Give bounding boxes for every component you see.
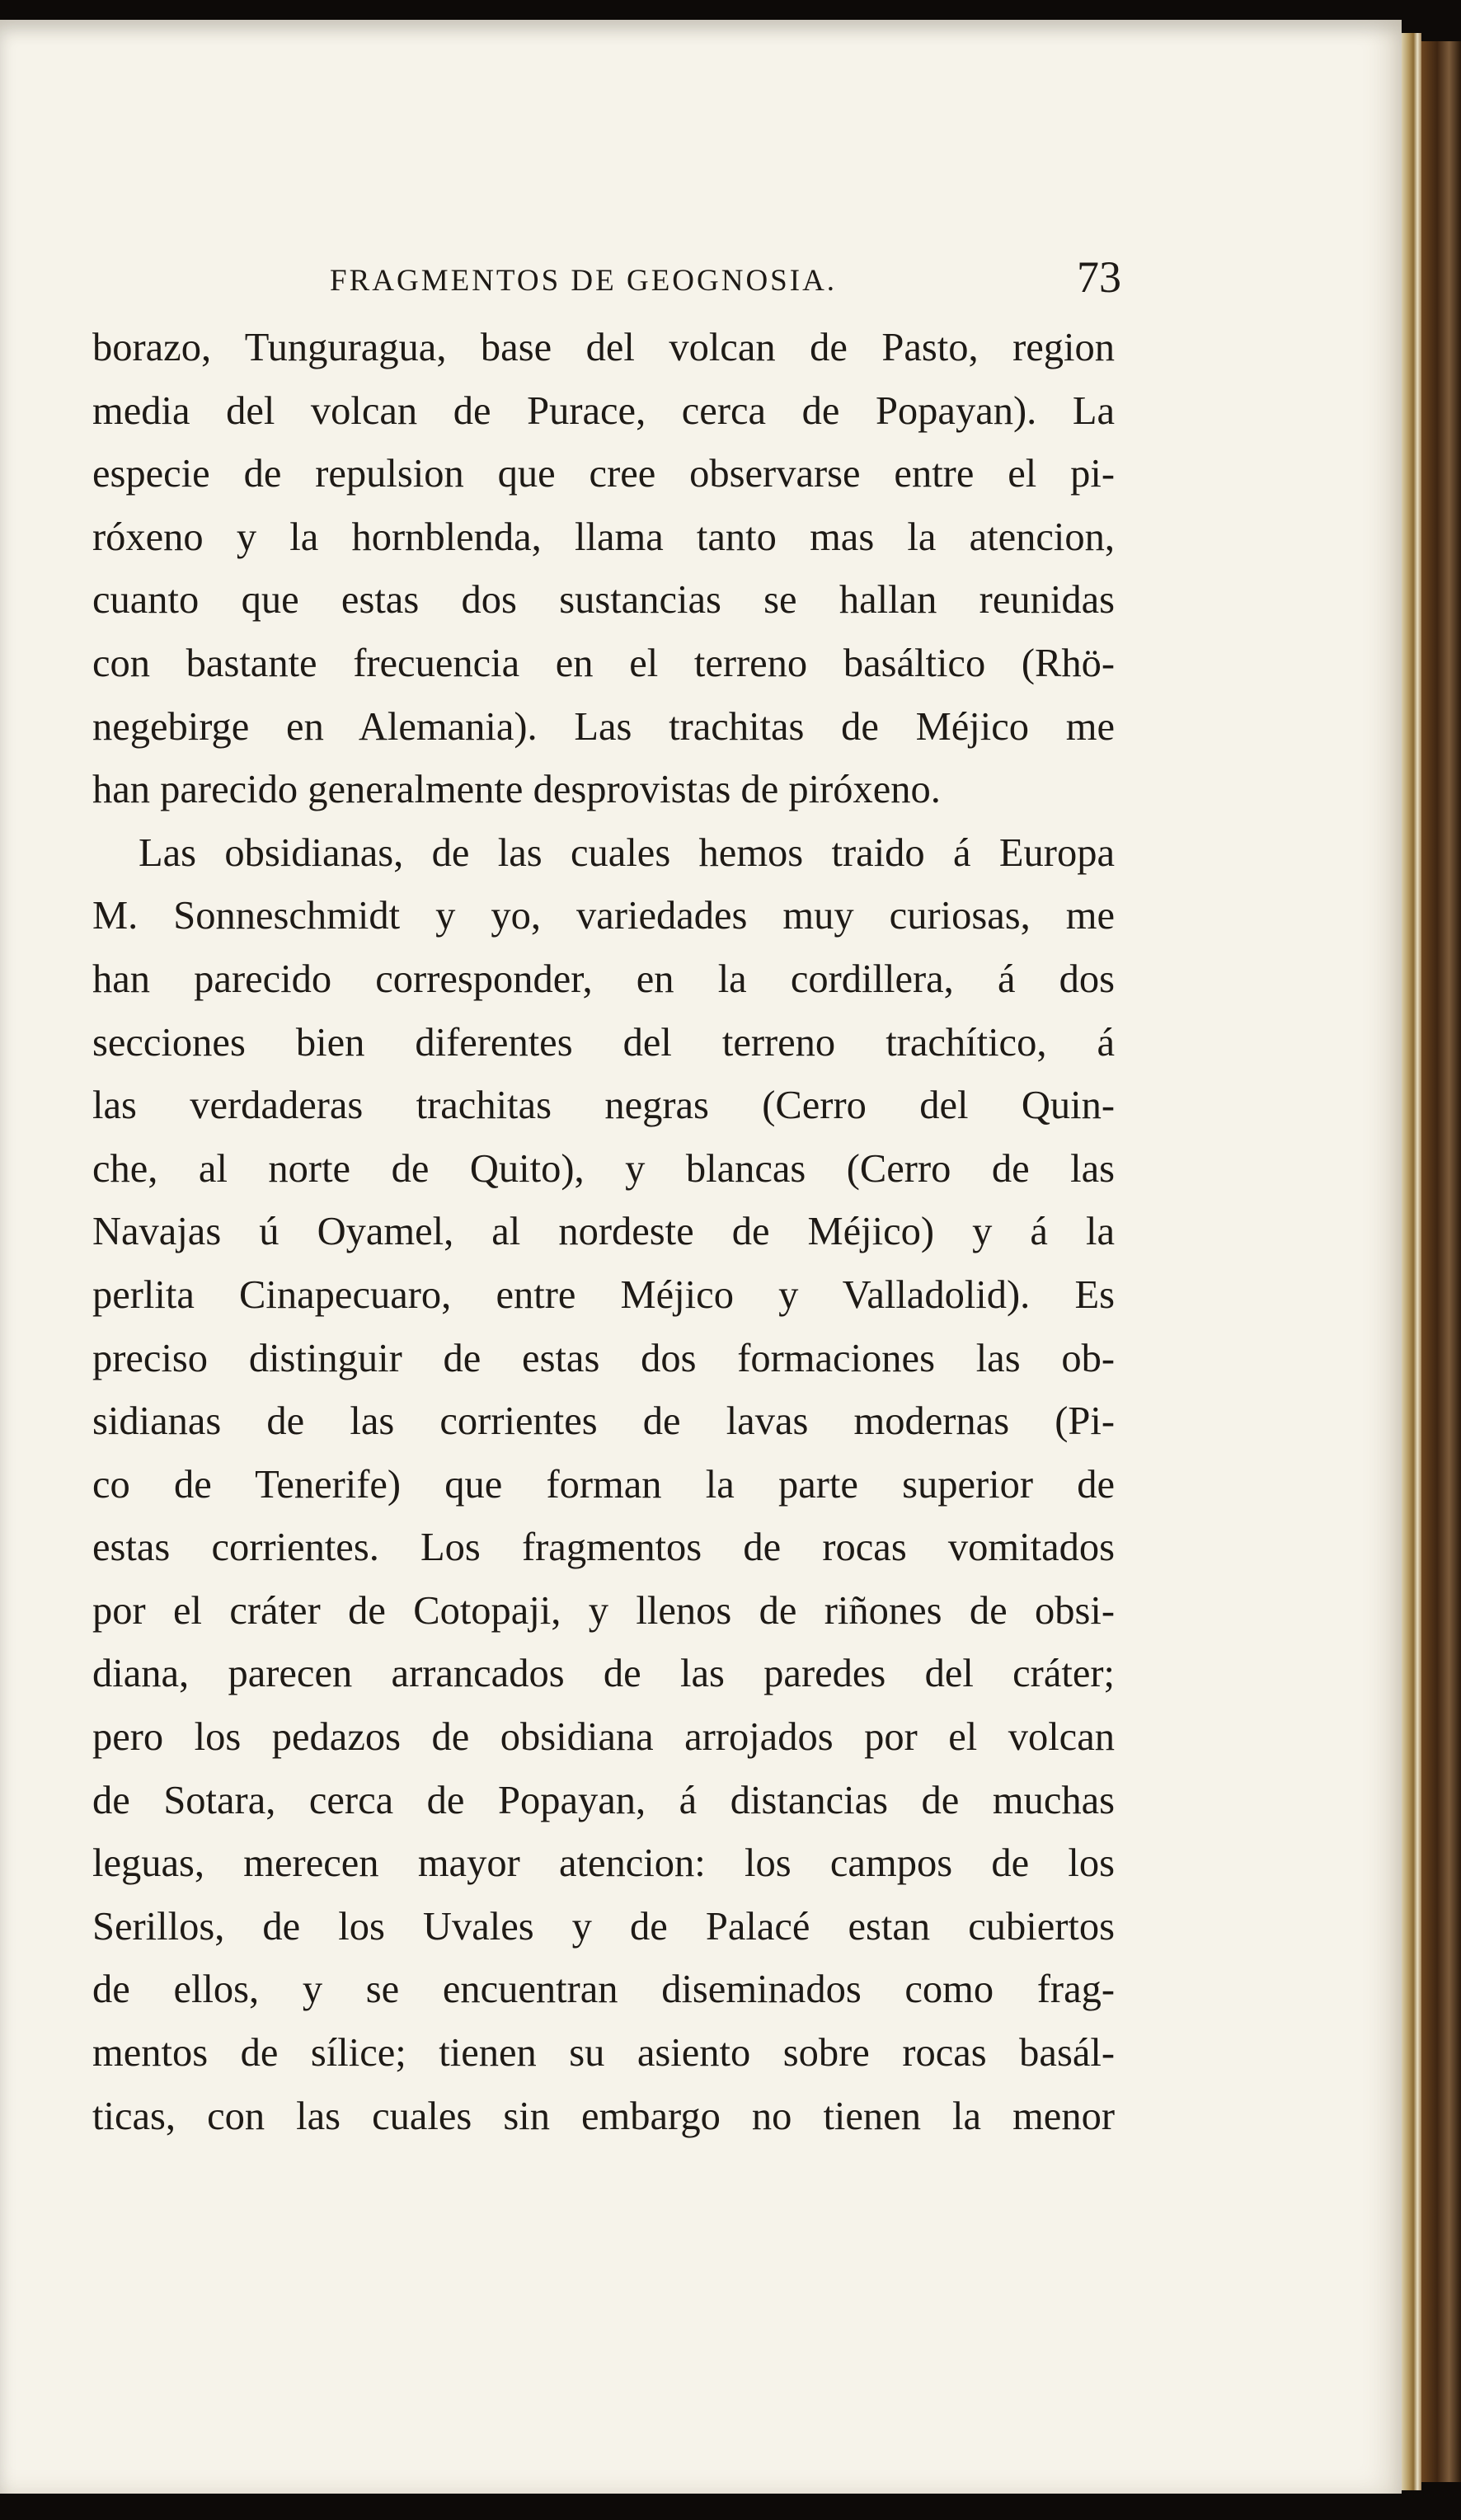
text-line: han parecido corresponder, en la cordillera, á dos xyxy=(92,957,1115,1001)
text-line: han parecido generalmente desprovistas de piróxeno. xyxy=(92,768,941,812)
text-line: de Sotara, cerca de Popayan, á distancias de muchas xyxy=(92,1778,1115,1822)
text-line: diana, parecen arrancados de las paredes del cráter; xyxy=(92,1652,1115,1696)
running-header xyxy=(330,252,1121,317)
page-edge xyxy=(1402,33,1421,2490)
text-line: secciones bien diferentes del terreno trachítico, á xyxy=(92,1020,1115,1065)
text-line: che, al norte de Quito), y blancas (Cerro de las xyxy=(92,1146,1115,1191)
text-line: Serillos, de los Uvales y de Palacé estan cubiertos xyxy=(92,1904,1115,1949)
book-spine xyxy=(1421,41,1461,2482)
text-line: especie de repulsion que cree observarse entre el pi- xyxy=(92,452,1115,496)
text-line: róxeno y la hornblenda, llama tanto mas la atencion, xyxy=(92,515,1115,559)
text-line: sidianas de las corrientes de lavas modernas (Pi- xyxy=(92,1399,1115,1444)
text-line: cuanto que estas dos sustancias se hallan reunidas xyxy=(92,578,1115,623)
text-line: de ellos, y se encuentran diseminados como frag- xyxy=(92,1968,1115,2012)
text-line: negebirge en Alemania). Las trachitas de Méjico me xyxy=(92,704,1115,749)
text-line: con bastante frecuencia en el terreno basáltico (Rhö- xyxy=(92,641,1115,685)
text-line: pero los pedazos de obsidiana arrojados por el volcan xyxy=(92,1715,1115,1760)
text-line-indented: Las obsidianas, de las cuales hemos traido á Europa xyxy=(139,830,1115,875)
page-number: 73 xyxy=(1077,252,1121,302)
body-text xyxy=(92,317,1115,2148)
text-line: mentos de sílice; tienen su asiento sobre rocas basál- xyxy=(92,2031,1115,2076)
text-line: preciso distinguir de estas dos formaciones las ob- xyxy=(92,1336,1115,1380)
text-line: ticas, con las cuales sin embargo no tienen la menor xyxy=(92,2094,1115,2138)
text-line: co de Tenerife) que forman la parte superior de xyxy=(92,1462,1115,1507)
text-line: perlita Cinapecuaro, entre Méjico y Valladolid). Es xyxy=(92,1272,1115,1317)
text-line: estas corrientes. Los fragmentos de rocas vomitados xyxy=(92,1526,1115,1570)
text-line: M. Sonneschmidt y yo, variedades muy curiosas, me xyxy=(92,894,1115,938)
text-line: media del volcan de Purace, cerca de Popayan). La xyxy=(92,388,1115,433)
text-line: borazo, Tunguragua, base del volcan de Pasto, region xyxy=(92,326,1115,369)
text-line: por el cráter de Cotopaji, y llenos de riñones de obsi- xyxy=(92,1588,1115,1633)
running-title: FRAGMENTOS DE GEOGNOSIA. xyxy=(330,264,838,298)
text-line: Navajas ú Oyamel, al nordeste de Méjico) y á la xyxy=(92,1210,1115,1254)
text-line: leguas, merecen mayor atencion: los campos de los xyxy=(92,1841,1115,1886)
text-line: las verdaderas trachitas negras (Cerro del Quin- xyxy=(92,1084,1115,1128)
bottom-edge xyxy=(0,2494,1461,2520)
